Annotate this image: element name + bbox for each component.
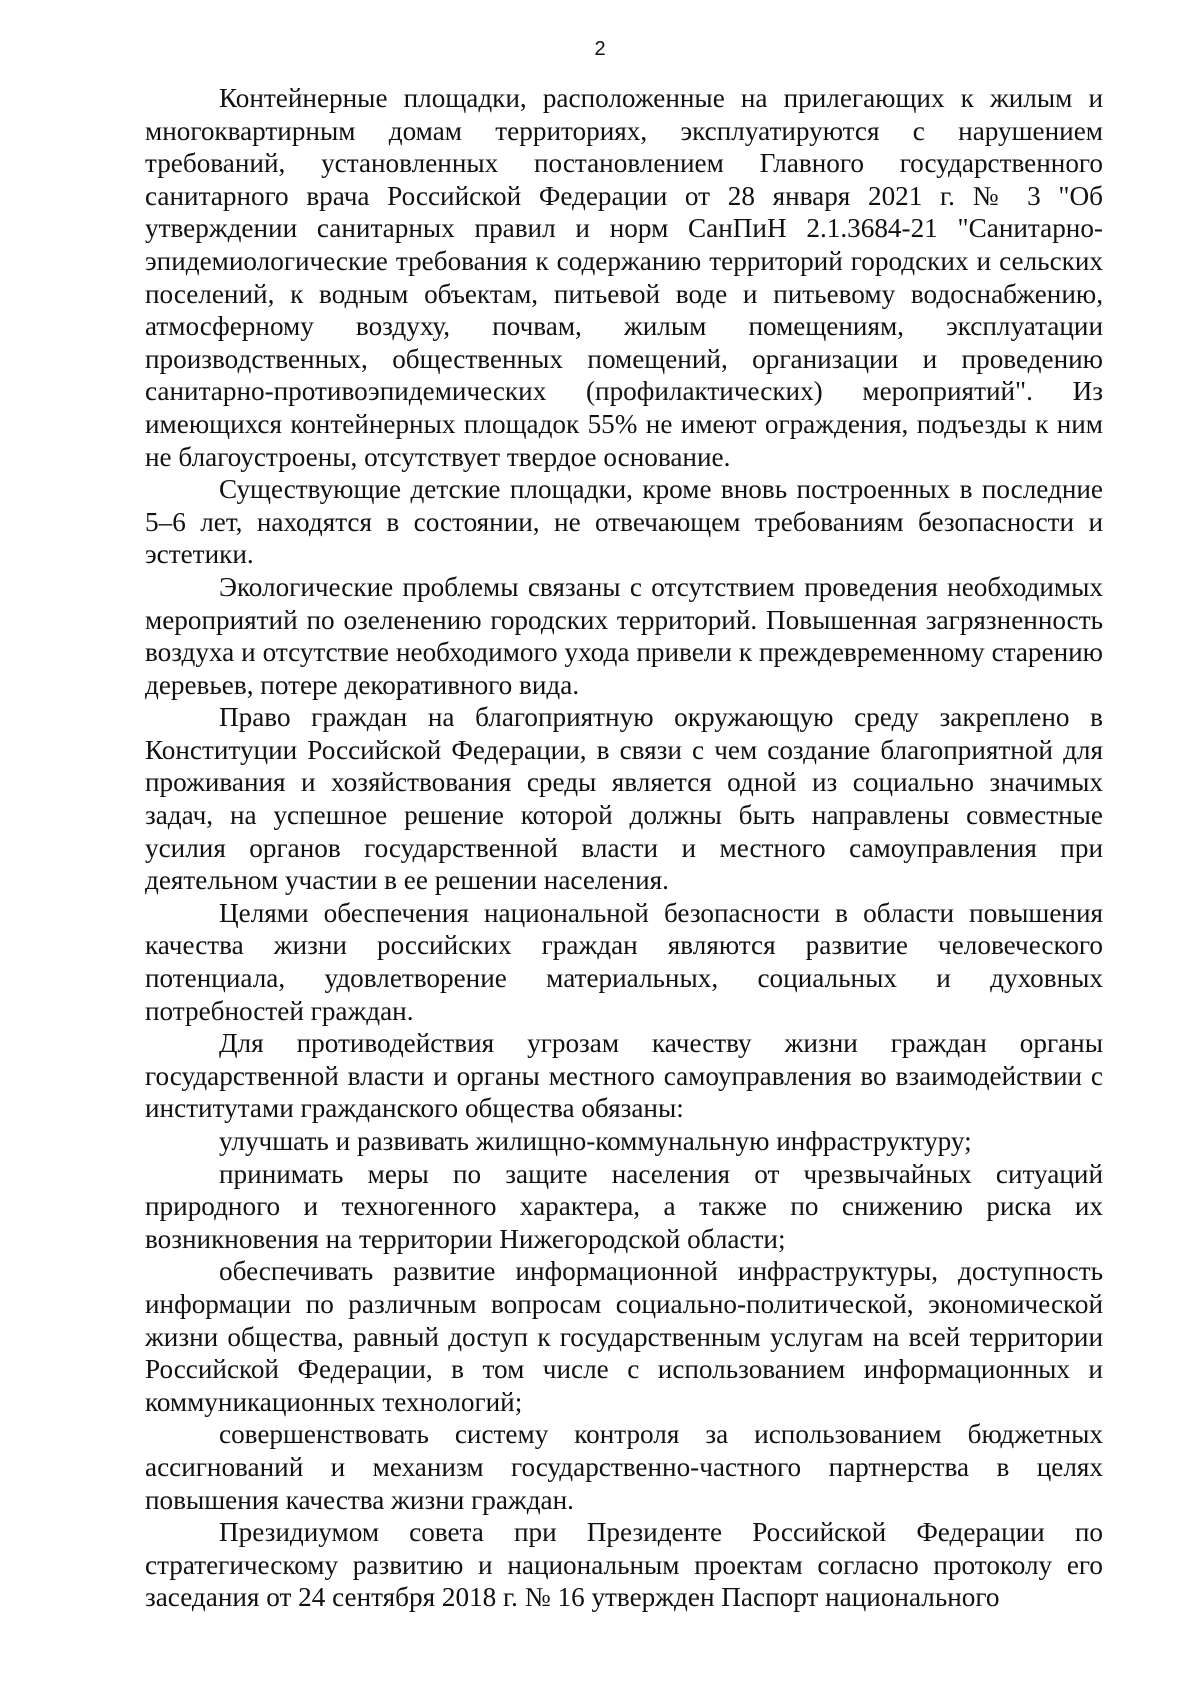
list-item-emergency: принимать меры по защите населения от чрезвычайных ситуаций природного и техногенного характера, а также по снижению риска их возникновения на территории Нижегородской области; xyxy=(145,1158,1103,1254)
paragraph-counteraction: Для противодействия угрозам качеству жизни граждан органы государственной власти и органы местного самоуправления во взаимодействии с институтами гражданского общества обязаны: xyxy=(145,1028,1103,1124)
list-item-information: обеспечивать развитие информационной инфраструктуры, доступность информации по различным вопросам социально-политической, экономической жизни общества, равный доступ к государственным услугам на всей территории Российской Федерации, в том числе с использованием информационных и коммуникационных технологий; xyxy=(145,1256,1103,1417)
paragraph-playgrounds: Существующие детские площадки, кроме вновь построенных в последние 5–6 лет, находятся в состоянии, не отвечающем требованиям безопасности и эстетики. xyxy=(145,474,1103,570)
paragraph-national-security: Целями обеспечения национальной безопасности в области повышения качества жизни российских граждан являются развитие человеческого потенциала, удовлетворение материальных, социальных и духовных потребностей граждан. xyxy=(145,897,1103,1026)
paragraph-constitution: Право граждан на благоприятную окружающую среду закреплено в Конституции Российской Федерации, в связи с чем создание благоприятной для проживания и хозяйствования среды является одной из социально значимых задач, на успешное решение которой должны быть направлены совместные усилия органов государственной власти и местного самоуправления при деятельном участии в ее решении населения. xyxy=(145,702,1103,896)
list-item-budget-control: совершенствовать систему контроля за использованием бюджетных ассигнований и механизм государственно-частного партнерства в целях повышения качества жизни граждан. xyxy=(145,1419,1103,1515)
list-item-housing: улучшать и развивать жилищно-коммунальную инфраструктуру; xyxy=(219,1126,972,1156)
paragraph-ecology: Экологические проблемы связаны с отсутствием проведения необходимых мероприятий по озеленению городских территорий. Повышенная загрязненность воздуха и отсутствие необходимого ухода привели к преждевременному старению деревьев, потере декоративного вида. xyxy=(145,571,1103,700)
page-number: 2 xyxy=(594,38,606,60)
document-body xyxy=(145,82,1103,1614)
paragraph-presidium: Президиумом совета при Президенте Российской Федерации по стратегическому развитию и национальным проектам согласно протоколу его заседания от 24 сентября 2018 г. № 16 утвержден Паспорт национального xyxy=(145,1517,1103,1613)
paragraph-container-sites: Контейнерные площадки, расположенные на прилегающих к жилым и многоквартирным домам территориях, эксплуатируются с нарушением требований, установленных постановлением Главного государственного санитарного врача Российской Федерации от 28 января 2021 г. № 3 "Об утверждении санитарных правил и норм СанПиН 2.1.3684-21 "Санитарно-эпидемиологические требования к содержанию территорий городских и сельских поселений, к водным объектам, питьевой воде и питьевому водоснабжению, атмосферному воздуху, почвам, жилым помещениям, эксплуатации производственных, общественных помещений, организации и проведению санитарно-противоэпидемических (профилактических) мероприятий". Из имеющихся контейнерных площадок 55% не имеют ограждения, подъезды к ним не благоустроены, отсутствует твердое основание. xyxy=(145,83,1103,472)
